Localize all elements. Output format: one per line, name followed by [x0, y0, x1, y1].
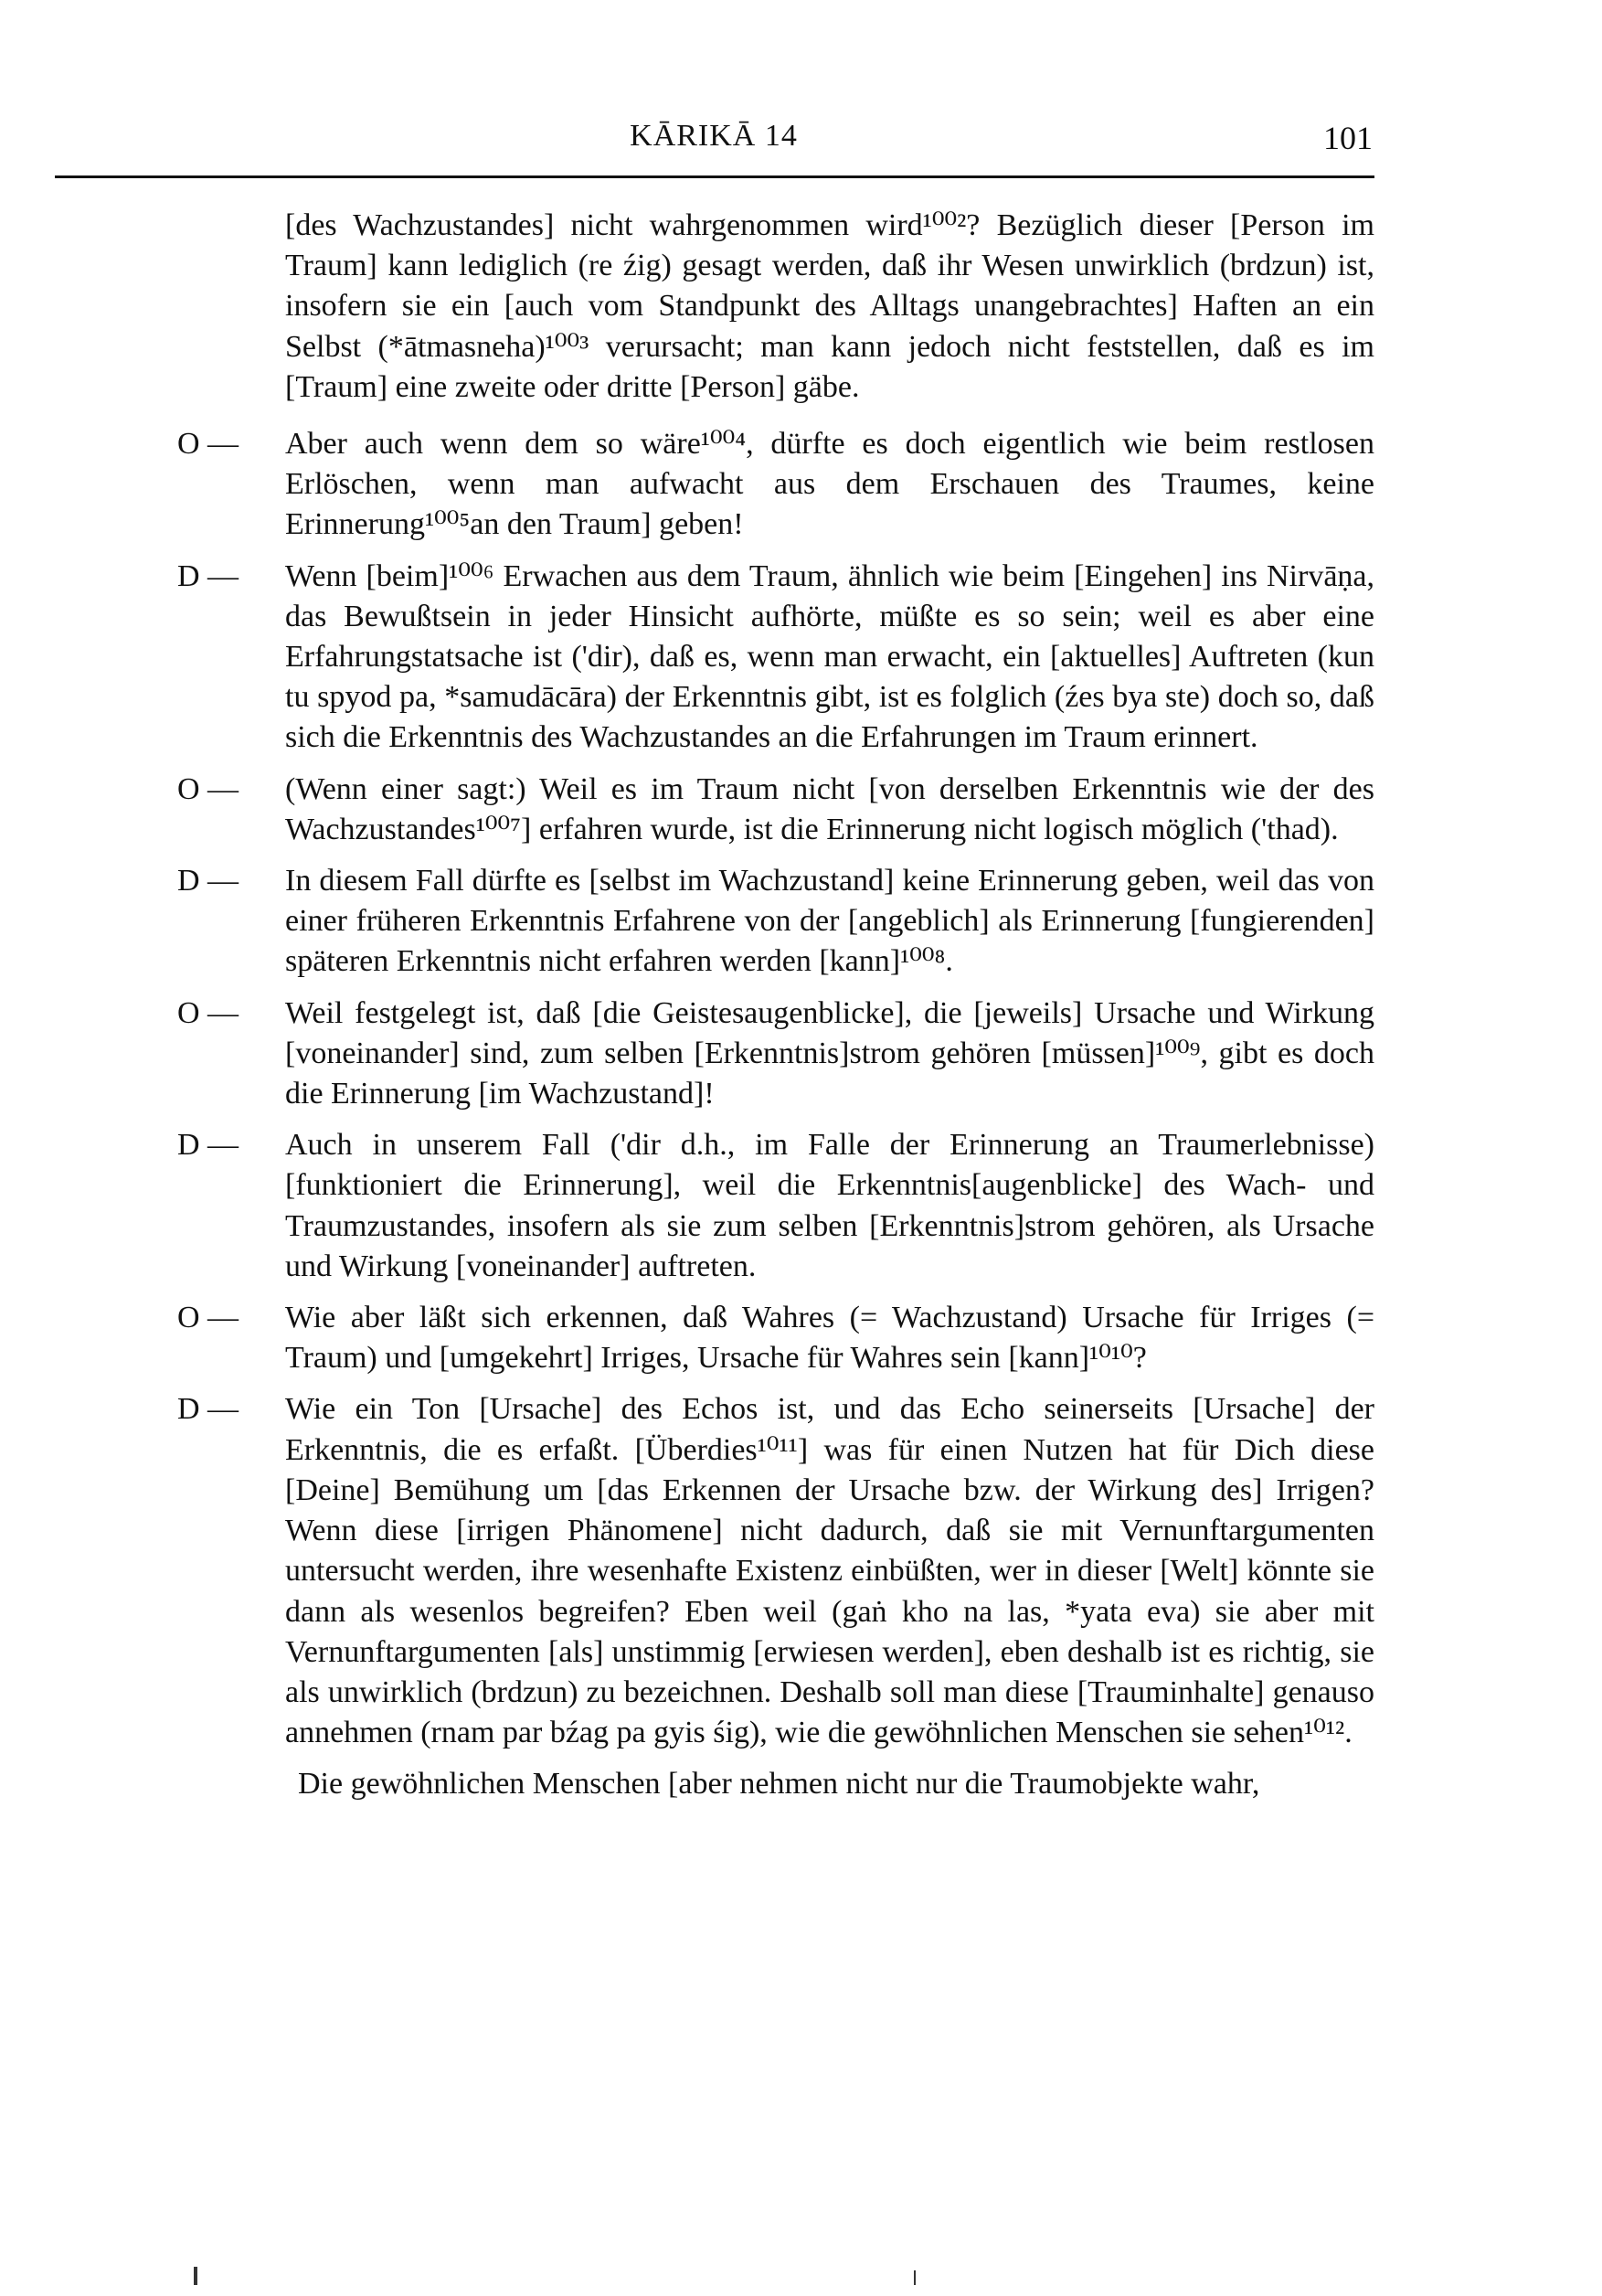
dialogue-paragraph — [55, 994, 1374, 1115]
paragraph-text: Wie ein Ton [Ursache] des Echos ist, und das Echo seinerseits [Ursache] der Erkenntnis, die es erfaßt. [Überdies¹⁰¹¹] was für einen Nutzen hat für Dich diese [Deine] Bemühung um [das Erkennen der Ursache bzw. der Wirkung des] Irrigen? Wenn diese [irrigen Phänomene] nicht dadurch, daß sie mit Vernunftargumenten untersucht werden, ihre wesenhafte Existenz einbüßten, wer in dieser [Welt] könnte sie dann als wesenlos begreifen? Eben weil (gaṅ kho na las, *yata eva) sie aber mit Vernunftargumenten [als] unstimmig [erwiesen werden], eben deshalb ist es richtig, sie als unwirklich (brdzun) zu bezeichnen. Deshalb soll man diese [Trauminhalte] genauso annehmen (rnam par bźag pa gyis śig), wie die gewöhnlichen Menschen sie sehen¹⁰¹². — [285, 1392, 1374, 1750]
paragraph-text: [des Wachzustandes] nicht wahrgenommen wird¹⁰⁰²? Bezüglich dieser [Person im Traum] kann lediglich (re źig) gesagt werden, daß ihr Wesen unwirklich (brdzun) ist, insofern sie ein [auch vom Standpunkt des Alltags unangebrachtes] Haften an ein Selbst (*ātmasneha)¹⁰⁰³ verursacht; man kann jedoch nicht feststellen, daß es im [Traum] eine zweite oder dritte [Person] gäbe. — [285, 208, 1374, 404]
paragraph-text: Aber auch wenn dem so wäre¹⁰⁰⁴, dürfte es doch eigentlich wie beim restlosen Erlöschen, wenn man aufwacht aus dem Erschauen des Traumes, keine Erinnerung¹⁰⁰⁵an den Traum] geben! — [285, 427, 1374, 542]
speaker-marker: O — — [177, 771, 239, 806]
paragraph-text: Wenn [beim]¹⁰⁰⁶ Erwachen aus dem Traum, ähnlich wie beim [Eingehen] ins Nirvāṇa, das Bewußtsein in jeder Hinsicht aufhörte, müßte es so sein; weil es aber eine Erfahrungstatsache ist ('dir), daß es, wenn man erwacht, ein [aktuelles] Auftreten (kun tu spyod pa, *samudācāra) der Erkenntnis gibt, ist es folglich (źes bya ste) doch so, daß sich die Erkenntnis des Wachzustandes an die Erfahrungen im Traum erinnert. — [285, 558, 1374, 755]
running-title: KĀRIKĀ 14 — [630, 119, 798, 153]
paragraph-text: Auch in unserem Fall ('dir d.h., im Falle der Erinnerung an Traumerlebnisse) [funktioniert die Erinnerung], weil die Erkenntnis[augenblicke] des Wach- und Traumzustandes, insofern als sie zum selben [Erkenntnis]strom gehören, als Ursache und Wirkung [voneinander] auftreten. — [285, 1128, 1374, 1283]
speaker-marker: D — — [177, 1392, 239, 1427]
speaker-marker: D — — [177, 1128, 239, 1163]
page-number: 101 — [1323, 120, 1373, 156]
dialogue-paragraph — [55, 1125, 1374, 1287]
dialogue-paragraph — [55, 1298, 1374, 1378]
dialogue-paragraph — [55, 424, 1374, 546]
speaker-marker: O — — [177, 995, 239, 1030]
paragraph-closing — [55, 1764, 1374, 1804]
scan-artifacts — [0, 2258, 1602, 2285]
dialogue-paragraph — [55, 770, 1374, 850]
speaker-marker: D — — [177, 864, 239, 898]
paragraph-text: Die gewöhnlichen Menschen [aber nehmen nicht nur die Traumobjekte wahr, — [298, 1767, 1260, 1802]
paragraph-text: In diesem Fall dürfte es [selbst im Wachzustand] keine Erinnerung geben, weil das von einer früheren Erkenntnis Erfahrene von der [angeblich] als Erinnerung [fungierenden] späteren Erkenntnis nicht erfahren werden [kann]¹⁰⁰⁸. — [285, 864, 1374, 979]
scan-mark — [914, 2270, 916, 2285]
paragraph-text: Wie aber läßt sich erkennen, daß Wahres (= Wachzustand) Ursache für Irriges (= Traum) und [umgekehrt] Irriges, Ursache für Wahres sein [kann]¹⁰¹⁰? — [285, 1301, 1374, 1376]
speaker-marker: O — — [177, 427, 239, 462]
header-rule — [55, 175, 1374, 178]
paragraph-continuation — [55, 206, 1374, 408]
dialogue-paragraph — [55, 861, 1374, 983]
paragraph-text: Weil festgelegt ist, daß [die Geistesaugenblicke], die [jeweils] Ursache und Wirkung [voneinander] sind, zum selben [Erkenntnis]strom gehören [müssen]¹⁰⁰⁹, gibt es doch die Erinnerung [im Wachzustand]! — [285, 995, 1374, 1111]
dialogue-paragraph — [55, 1389, 1374, 1753]
body-text — [55, 206, 1374, 1816]
running-header — [55, 119, 1373, 174]
scan-mark — [194, 2267, 197, 2285]
dialogue-paragraph — [55, 557, 1374, 759]
speaker-marker: D — — [177, 558, 239, 593]
speaker-marker: O — — [177, 1301, 239, 1335]
paragraph-text: (Wenn einer sagt:) Weil es im Traum nicht [von derselben Erkenntnis wie der des Wachzustandes¹⁰⁰⁷] erfahren wurde, ist die Erinnerung nicht logisch möglich ('thad). — [285, 771, 1374, 846]
